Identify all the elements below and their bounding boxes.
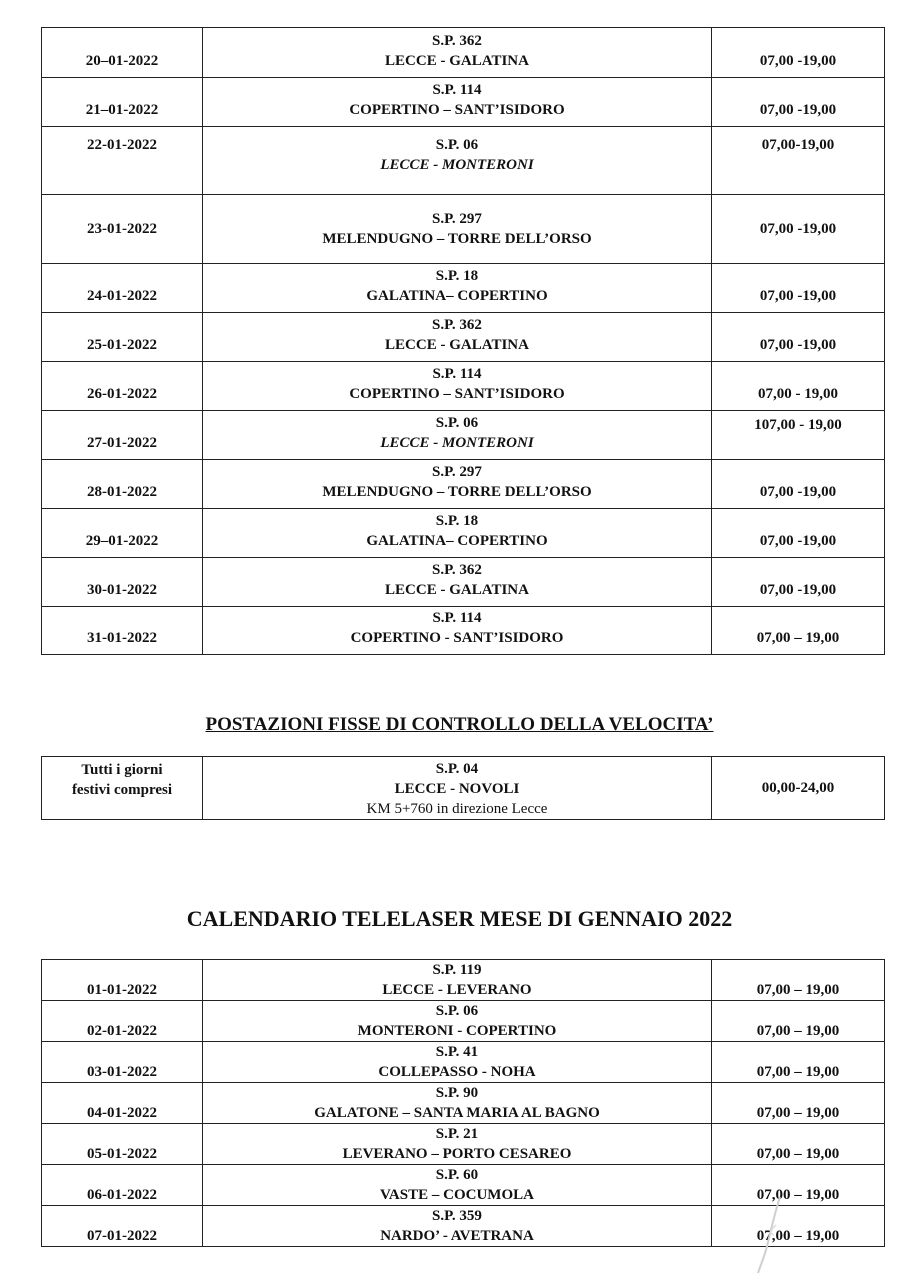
time-cell: 07,00 – 19,00 bbox=[712, 1165, 885, 1206]
schedule-table-continued bbox=[41, 27, 885, 655]
calendar-heading bbox=[0, 906, 919, 932]
fixed-stations-table bbox=[41, 756, 885, 820]
date-cell: 29–01-2022 bbox=[42, 509, 203, 558]
time-cell: 107,00 - 19,00 bbox=[712, 411, 885, 460]
time-cell: 07,00 -19,00 bbox=[712, 28, 885, 78]
road-number: S.P. 297 bbox=[432, 464, 482, 480]
time-cell: 07,00 – 19,00 bbox=[712, 1001, 885, 1042]
route-name: MONTERONI - COPERTINO bbox=[357, 1023, 557, 1039]
road-number: S.P. 119 bbox=[432, 962, 482, 978]
route-name: GALATINA– COPERTINO bbox=[366, 288, 548, 304]
road-number: S.P. 114 bbox=[432, 366, 482, 382]
time-cell: 07,00 -19,00 bbox=[712, 509, 885, 558]
road-number: S.P. 21 bbox=[435, 1126, 479, 1142]
route-name: LECCE - GALATINA bbox=[385, 53, 529, 69]
road-number: S.P. 41 bbox=[435, 1044, 479, 1060]
route-name: COPERTINO – SANT’ISIDORO bbox=[349, 386, 565, 402]
location-cell bbox=[203, 362, 712, 411]
road-number: S.P. 18 bbox=[435, 268, 479, 284]
route-name: VASTE – COCUMOLA bbox=[380, 1187, 534, 1203]
time-cell: 00,00-24,00 bbox=[712, 757, 885, 820]
time-cell: 07,00 - 19,00 bbox=[712, 362, 885, 411]
time-cell: 07,00 – 19,00 bbox=[712, 1083, 885, 1124]
table-row bbox=[42, 28, 885, 78]
location-cell bbox=[203, 1001, 712, 1042]
calendar-title: CALENDARIO TELELASER MESE DI GENNAIO 2022 bbox=[186, 906, 733, 931]
table-row bbox=[42, 264, 885, 313]
time-cell: 07,00 -19,00 bbox=[712, 460, 885, 509]
date-cell: 31-01-2022 bbox=[42, 607, 203, 655]
route-name: MELENDUGNO – TORRE DELL’ORSO bbox=[322, 231, 592, 247]
date-cell: 22-01-2022 bbox=[42, 127, 203, 195]
date-cell: 07-01-2022 bbox=[42, 1206, 203, 1247]
road-number: S.P. 06 bbox=[435, 415, 479, 431]
location-cell bbox=[203, 195, 712, 264]
road-number: S.P. 362 bbox=[432, 33, 482, 49]
table-row bbox=[42, 1124, 885, 1165]
time-cell: 07,00 -19,00 bbox=[712, 78, 885, 127]
km-note: KM 5+760 in direzione Lecce bbox=[366, 801, 548, 817]
road-number: S.P. 362 bbox=[432, 317, 482, 333]
road-number: S.P. 18 bbox=[435, 513, 479, 529]
date-cell: 28-01-2022 bbox=[42, 460, 203, 509]
time-cell: 07,00 – 19,00 bbox=[712, 1206, 885, 1247]
table-row bbox=[42, 411, 885, 460]
route-name: LECCE - MONTERONI bbox=[380, 435, 534, 451]
time-cell: 07,00 -19,00 bbox=[712, 264, 885, 313]
route-name: MELENDUGNO – TORRE DELL’ORSO bbox=[322, 484, 592, 500]
date-cell: 23-01-2022 bbox=[42, 195, 203, 264]
road-number: S.P. 362 bbox=[432, 562, 482, 578]
date-cell: 20–01-2022 bbox=[42, 28, 203, 78]
location-cell bbox=[203, 1206, 712, 1247]
location-cell bbox=[203, 1083, 712, 1124]
road-number: S.P. 90 bbox=[435, 1085, 479, 1101]
time-cell: 07,00 – 19,00 bbox=[712, 607, 885, 655]
table-row bbox=[42, 1083, 885, 1124]
date-cell: 04-01-2022 bbox=[42, 1083, 203, 1124]
location-cell bbox=[203, 28, 712, 78]
table-row bbox=[42, 607, 885, 655]
date-cell: 03-01-2022 bbox=[42, 1042, 203, 1083]
location-cell bbox=[203, 757, 712, 820]
location-cell bbox=[203, 460, 712, 509]
route-name: LECCE - GALATINA bbox=[385, 337, 529, 353]
route-name: COPERTINO - SANT’ISIDORO bbox=[350, 630, 564, 646]
route-name: LECCE - NOVOLI bbox=[394, 781, 520, 797]
table-row bbox=[42, 460, 885, 509]
date-cell: 21–01-2022 bbox=[42, 78, 203, 127]
location-cell bbox=[203, 264, 712, 313]
route-name: LEVERANO – PORTO CESAREO bbox=[342, 1146, 572, 1162]
table-row bbox=[42, 78, 885, 127]
date-cell: 26-01-2022 bbox=[42, 362, 203, 411]
fixed-stations-heading bbox=[0, 714, 919, 736]
fixed-stations-title: POSTAZIONI FISSE DI CONTROLLO DELLA VELOCITA’ bbox=[205, 714, 714, 735]
time-cell: 07,00 – 19,00 bbox=[712, 1124, 885, 1165]
time-cell: 07,00 -19,00 bbox=[712, 558, 885, 607]
location-cell bbox=[203, 1124, 712, 1165]
table-row bbox=[42, 558, 885, 607]
location-cell bbox=[203, 509, 712, 558]
road-number: S.P. 297 bbox=[432, 211, 482, 227]
road-number: S.P. 04 bbox=[435, 761, 479, 777]
pen-mark bbox=[752, 1195, 792, 1275]
date-cell: 02-01-2022 bbox=[42, 1001, 203, 1042]
table-row bbox=[42, 1042, 885, 1083]
location-cell bbox=[203, 607, 712, 655]
days-line-2: festivi compresi bbox=[71, 782, 173, 798]
location-cell bbox=[203, 411, 712, 460]
table-row bbox=[42, 195, 885, 264]
road-number: S.P. 114 bbox=[432, 82, 482, 98]
road-number: S.P. 60 bbox=[435, 1167, 479, 1183]
route-name: LECCE - LEVERANO bbox=[382, 982, 532, 998]
route-name: GALATONE – SANTA MARIA AL BAGNO bbox=[314, 1105, 600, 1121]
time-cell: 07,00 -19,00 bbox=[712, 313, 885, 362]
location-cell bbox=[203, 558, 712, 607]
location-cell bbox=[203, 1042, 712, 1083]
route-name: LECCE - MONTERONI bbox=[380, 157, 534, 173]
time-cell: 07,00-19,00 bbox=[712, 127, 885, 195]
date-cell: 06-01-2022 bbox=[42, 1165, 203, 1206]
date-cell: 30-01-2022 bbox=[42, 558, 203, 607]
route-name: LECCE - GALATINA bbox=[385, 582, 529, 598]
table-row bbox=[42, 362, 885, 411]
road-number: S.P. 06 bbox=[435, 1003, 479, 1019]
table-row bbox=[42, 127, 885, 195]
table-row bbox=[42, 960, 885, 1001]
days-cell bbox=[42, 757, 203, 820]
table-row bbox=[42, 757, 885, 820]
date-cell: 25-01-2022 bbox=[42, 313, 203, 362]
table-row bbox=[42, 509, 885, 558]
date-cell: 24-01-2022 bbox=[42, 264, 203, 313]
table-row bbox=[42, 313, 885, 362]
road-number: S.P. 06 bbox=[435, 137, 479, 153]
route-name: COPERTINO – SANT’ISIDORO bbox=[349, 102, 565, 118]
location-cell bbox=[203, 313, 712, 362]
location-cell bbox=[203, 960, 712, 1001]
days-line-1: Tutti i giorni bbox=[81, 762, 163, 778]
table-row bbox=[42, 1001, 885, 1042]
time-cell: 07,00 – 19,00 bbox=[712, 1042, 885, 1083]
road-number: S.P. 114 bbox=[432, 610, 482, 626]
time-cell: 07,00 – 19,00 bbox=[712, 960, 885, 1001]
route-name: NARDO’ - AVETRANA bbox=[380, 1228, 534, 1244]
route-name: GALATINA– COPERTINO bbox=[366, 533, 548, 549]
date-cell: 05-01-2022 bbox=[42, 1124, 203, 1165]
time-cell: 07,00 -19,00 bbox=[712, 195, 885, 264]
location-cell bbox=[203, 127, 712, 195]
location-cell bbox=[203, 1165, 712, 1206]
date-cell: 01-01-2022 bbox=[42, 960, 203, 1001]
route-name: COLLEPASSO - NOHA bbox=[378, 1064, 536, 1080]
date-cell: 27-01-2022 bbox=[42, 411, 203, 460]
road-number: S.P. 359 bbox=[432, 1208, 482, 1224]
location-cell bbox=[203, 78, 712, 127]
